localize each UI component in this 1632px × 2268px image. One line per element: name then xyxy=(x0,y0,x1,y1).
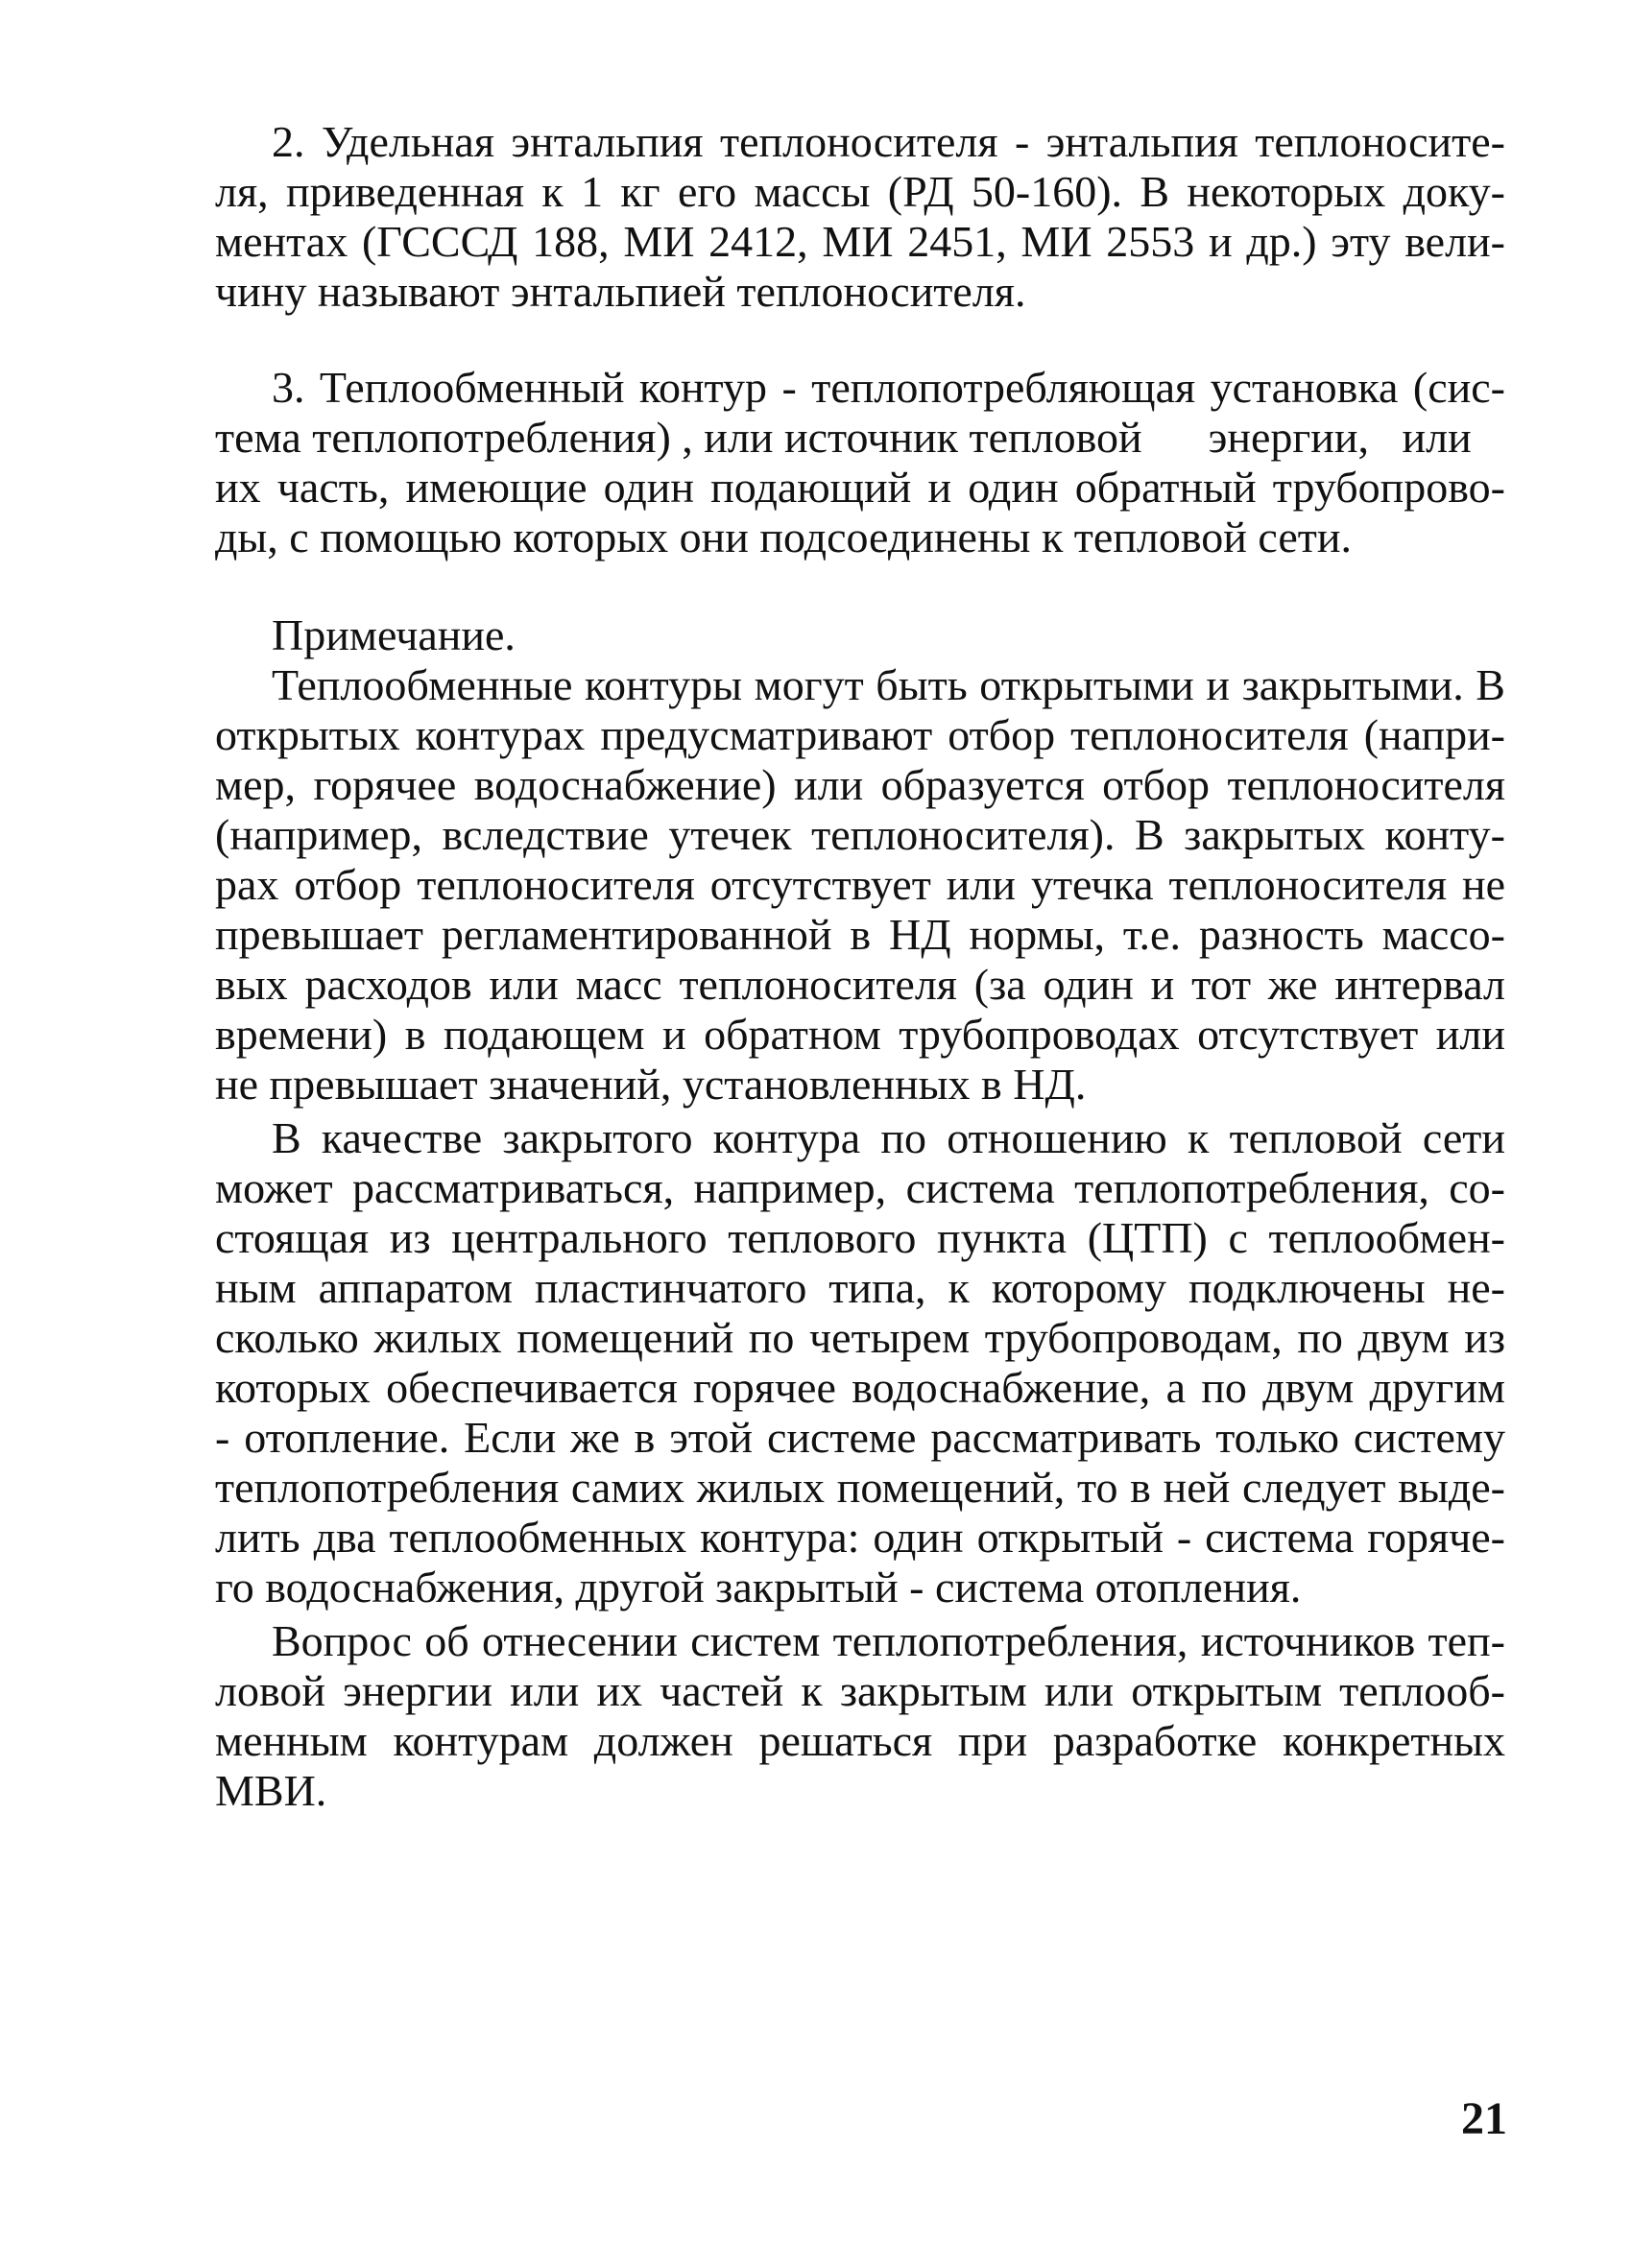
note-title: Примечание. xyxy=(272,610,516,659)
text-line: превышает регламентированной в НД нормы, т.е. разность массо- xyxy=(215,910,1505,959)
text-line: МВИ. xyxy=(215,1766,327,1815)
text-line: открытых контурах предусматривают отбор теплоносителя (напри- xyxy=(215,710,1505,759)
text-line: Вопрос об отнесении систем теплопотребления, источников теп- xyxy=(272,1616,1505,1665)
text-line: стоящая из центрального теплового пункта (ЦТП) с теплообмен- xyxy=(215,1213,1505,1262)
text-line: лить два теплообменных контура: один открытый - система горяче- xyxy=(215,1513,1505,1562)
text-line: 3. Теплообменный контур - теплопотребляющая установка (сис- xyxy=(272,363,1505,412)
text-line: ды, с помощью которых они подсоединены к тепловой сети. xyxy=(215,513,1353,561)
text-line: 2. Удельная энтальпия теплоносителя - энтальпия теплоносите- xyxy=(272,117,1505,166)
text-line: В качестве закрытого контура по отношению к тепловой сети xyxy=(272,1113,1505,1162)
page-number: 21 xyxy=(1461,2093,1507,2144)
text-line: ля, приведенная к 1 кг его массы (РД 50-160). В некоторых доку- xyxy=(215,167,1505,216)
text-line: Теплообменные контуры могут быть открытыми и закрытыми. В xyxy=(272,660,1505,709)
text-line: рах отбор теплоносителя отсутствует или утечка теплоносителя не xyxy=(215,860,1505,909)
text-line: вых расходов или масс теплоносителя (за один и тот же интервал xyxy=(215,960,1505,1009)
text-line: теплопотребления самих жилых помещений, то в ней следует выде- xyxy=(215,1463,1505,1512)
text-line: их часть, имеющие один подающий и один обратный трубопрово- xyxy=(215,463,1505,512)
text-line: тема теплопотребления) , или источник тепловой энергии, или xyxy=(215,413,1472,462)
text-line: ным аппаратом пластинчатого типа, к которому подключены не- xyxy=(215,1263,1505,1312)
text-line: чину называют энтальпией теплоносителя. xyxy=(215,267,1026,316)
text-line: которых обеспечивается горячее водоснабжение, а по двум другим xyxy=(215,1363,1505,1412)
text-line: времени) в подающем и обратном трубопроводах отсутствует или xyxy=(215,1010,1505,1059)
text-line: может рассматриваться, например, система теплопотребления, со- xyxy=(215,1163,1505,1212)
text-line: мер, горячее водоснабжение) или образуется отбор теплоносителя xyxy=(215,760,1505,809)
text-line: (например, вследствие утечек теплоносителя). В закрытых конту- xyxy=(215,810,1505,859)
text-line: ловой энергии или их частей к закрытым или открытым теплооб- xyxy=(215,1666,1505,1715)
text-line: - отопление. Если же в этой системе рассматривать только систему xyxy=(215,1413,1505,1462)
text-line: сколько жилых помещений по четырем трубопроводам, по двум из xyxy=(215,1313,1505,1362)
text-line: менным контурам должен решаться при разработке конкретных xyxy=(215,1716,1505,1765)
text-line: не превышает значений, установленных в НД. xyxy=(215,1060,1087,1109)
text-line: ментах (ГСССД 188, МИ 2412, МИ 2451, МИ 2553 и др.) эту вели- xyxy=(215,217,1505,266)
text-line: го водоснабжения, другой закрытый - система отопления. xyxy=(215,1563,1302,1611)
